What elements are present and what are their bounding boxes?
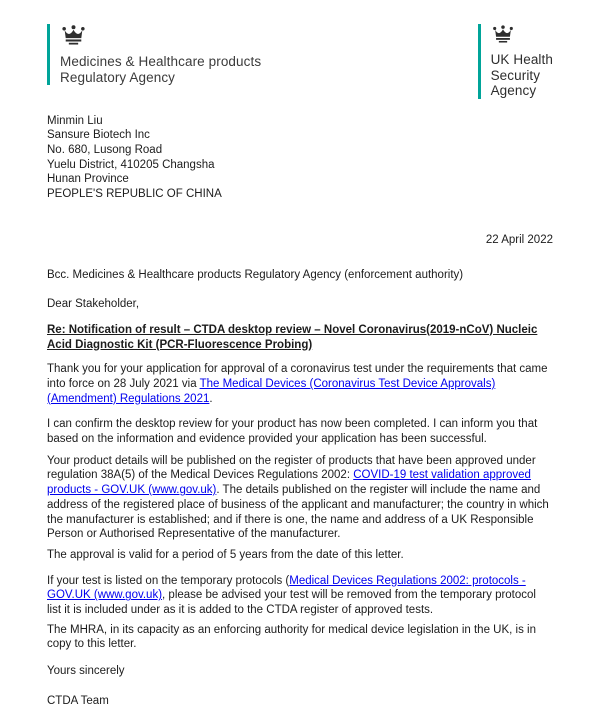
mhra-logo-line2: Regulatory Agency — [60, 69, 176, 85]
paragraph-text: Your product details will be published on the register of products that have been approved under regulation 38A(5) of the Medical Devices Regulations 2002: — [47, 454, 536, 482]
ukhsa-logo-line1: UK Health — [490, 52, 553, 67]
ukhsa-logo-text — [491, 52, 553, 99]
recipient-address-block — [47, 114, 553, 202]
recipient-name: Minmin Liu — [47, 114, 103, 127]
ukhsa-logo-teal-bar — [478, 24, 481, 99]
paragraph-application-thanks — [47, 362, 553, 406]
recipient-country: PEOPLE'S REPUBLIC OF CHINA — [47, 188, 222, 201]
recipient-district: Yuelu District, 410205 Changsha — [47, 158, 215, 171]
subject-line: Re: Notification of result – CTDA desktop review – Novel Coronavirus(2019-nCoV) Nucleic Acid Diagnostic Kit (PCR-Fluorescence Probing) — [47, 323, 538, 351]
signature: CTDA Team — [47, 694, 109, 707]
ukhsa-logo-line2: Security — [490, 67, 541, 83]
salutation: Dear Stakeholder, — [47, 298, 140, 311]
paragraph-review-completed: I can confirm the desktop review for your product has now been completed. I can inform you that based on the information and evidence provided your application has been successful. — [47, 418, 538, 446]
paragraph-register-publication — [47, 454, 553, 542]
recipient-province: Hunan Province — [47, 173, 129, 186]
mhra-logo-line1: Medicines & Healthcare products — [60, 54, 262, 69]
royal-crest-icon — [60, 25, 261, 51]
covid19-approved-products-link[interactable]: COVID-19 test validation approved products - GOV.UK (www.gov.uk) — [47, 469, 531, 497]
medical-devices-amendment-regulations-link[interactable]: The Medical Devices (Coronavirus Test Device Approvals) (Amendment) Regulations 2021 — [47, 377, 496, 405]
paragraph-temporary-protocols — [47, 574, 553, 618]
recipient-street: No. 680, Lusong Road — [47, 143, 163, 156]
mhra-logo-teal-bar — [47, 24, 50, 85]
paragraph-text: , please be advised your test will be removed from the temporary protocol list it is included under as it is added to the CTDA register of approved tests. — [47, 589, 536, 617]
paragraph-mhra-copy: The MHRA, in its capacity as an enforcing authority for medical device legislation in the UK, is in copy to this letter. — [47, 623, 536, 651]
closing: Yours sincerely — [47, 665, 125, 678]
ukhsa-logo — [478, 24, 553, 99]
letter-header — [47, 24, 553, 99]
paragraph-text: . The details published on the register will include the name and address of the registered place of business of the applicant and manufacturer; the country in which the manufacturer is established; and if there is one, the name and address of a UK Responsible Person or Authorised Representative of the manufacturer. — [47, 484, 549, 541]
letter-date: 22 April 2022 — [485, 233, 553, 246]
protocols-gov-uk-link[interactable]: Medical Devices Regulations 2002: protocols - GOV.UK (www.gov.uk) — [47, 574, 526, 602]
recipient-company: Sansure Biotech Inc — [47, 129, 150, 142]
paragraph-text: . — [209, 392, 213, 405]
bcc-line: Bcc. Medicines & Healthcare products Regulatory Agency (enforcement authority) — [47, 269, 464, 282]
paragraph-approval-validity: The approval is valid for a period of 5 years from the date of this letter. — [47, 548, 404, 561]
royal-crest-icon — [491, 25, 553, 49]
paragraph-text: If your test is listed on the temporary protocols ( — [47, 574, 290, 587]
paragraph-text: Thank you for your application for approval of a coronavirus test under the requirements that came into force on 28 July 2021 via — [47, 363, 548, 390]
mhra-logo — [47, 24, 261, 85]
ukhsa-logo-line3: Agency — [490, 83, 537, 98]
mhra-logo-text — [60, 54, 261, 85]
